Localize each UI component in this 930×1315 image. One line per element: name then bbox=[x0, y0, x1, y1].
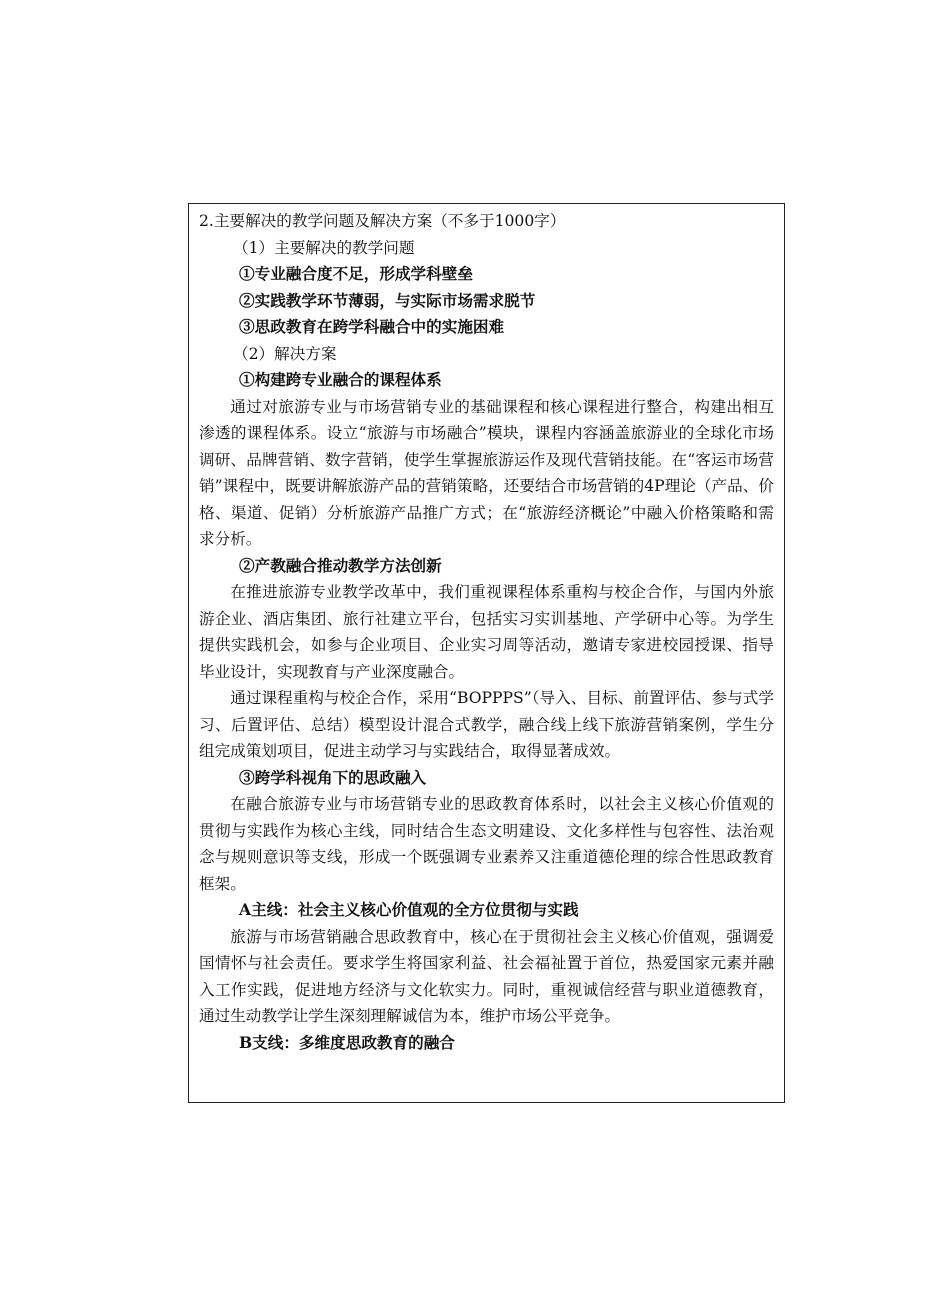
solution-1-paragraph: 通过对旅游专业与市场营销专业的基础课程和核心课程进行整合，构建出相互渗透的课程体系。设立“旅游与市场融合”模块，课程内容涵盖旅游业的全球化市场调研、品牌营销、数字营销，使学生掌握旅游运作及现代营销技能。在“客运市场营销”课程中，既要讲解旅游产品的营销策略，还要结合市场营销的4P理论（产品、价格、渠道、促销）分析旅游产品推广方式；在“旅游经济概论”中融入价格策略和需求分析。 bbox=[199, 397, 774, 548]
solution-1-title: ①构建跨专业融合的课程体系 bbox=[239, 370, 442, 389]
solution-2-paragraph-2: 通过课程重构与校企合作，采用“BOPPPS”（导入、目标、前置评估、参与式学习、后置评估、总结）模型设计混合式教学，融合线上线下旅游营销案例，学生分组完成策划项目，促进主动学习与实践结合，取得显著成效。 bbox=[199, 689, 774, 760]
content-table-cell bbox=[188, 203, 785, 1103]
mainline-a-paragraph: 旅游与市场营销融合思政教育中，核心在于贯彻社会主义核心价值观，强调爱国情怀与社会责任。要求学生将国家利益、社会福祉置于首位，热爱国家元素并融入工作实践，促进地方经济与文化软实力。同时，重视诚信经营与职业道德教育，通过生动教学让学生深刻理解诚信为本，维护市场公平竞争。 bbox=[199, 927, 774, 1025]
solutions-title: （2）解决方案 bbox=[233, 344, 337, 363]
problem-item-1: ①专业融合度不足，形成学科壁垒 bbox=[239, 264, 473, 283]
solution-3-paragraph: 在融合旅游专业与市场营销专业的思政教育体系时，以社会主义核心价值观的贯彻与实践作为核心主线，同时结合生态文明建设、文化多样性与包容性、法治观念与规则意识等支线，形成一个既强调专业素养又注重道德伦理的综合性思政教育框架。 bbox=[199, 795, 774, 893]
mainline-a-title: A主线：社会主义核心价值观的全方位贯彻与实践 bbox=[239, 900, 579, 919]
problems-title: （1）主要解决的教学问题 bbox=[233, 238, 415, 257]
solution-2-title: ②产教融合推动教学方法创新 bbox=[239, 555, 442, 575]
branch-b-title: B支线：多维度思政教育的融合 bbox=[239, 1032, 455, 1052]
problem-item-2: ②实践教学环节薄弱，与实际市场需求脱节 bbox=[239, 290, 536, 310]
solution-2-paragraph-1: 在推进旅游专业教学改革中，我们重视课程体系重构与校企合作，与国内外旅游企业、酒店集团、旅行社建立平台，包括实习实训基地、产学研中心等。为学生提供实践机会，如参与企业项目、企业实习周等活动，邀请专家进校园授课、指导毕业设计，实现教育与产业深度融合。 bbox=[199, 583, 774, 681]
section-heading: 2.主要解决的教学问题及解决方案（不多于1000字） bbox=[199, 212, 566, 230]
solution-3-title: ③跨学科视角下的思政融入 bbox=[239, 767, 427, 787]
problem-item-3: ③思政教育在跨学科融合中的实施困难 bbox=[239, 317, 505, 336]
